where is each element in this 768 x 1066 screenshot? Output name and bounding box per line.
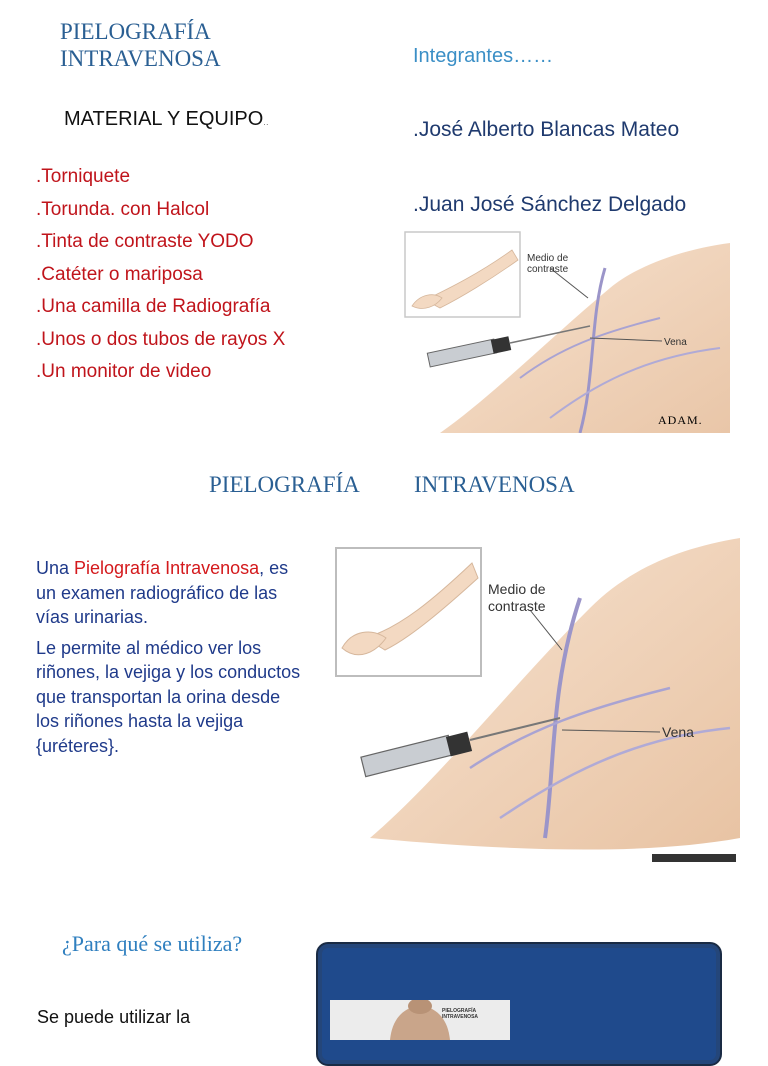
member-2: .Juan José Sánchez Delgado: [413, 193, 687, 216]
material-list: [36, 164, 285, 392]
material-item: .Catéter o mariposa: [36, 263, 203, 285]
slide-title: PIELOGRAFÍA INTRAVENOSA: [442, 1008, 479, 1020]
material-heading-suffix: ..: [263, 120, 270, 127]
page1-title: [60, 18, 320, 72]
members-heading: Integrantes……: [413, 45, 554, 67]
xray-thumbnail-image: [330, 1000, 510, 1040]
contrast-label-line2: contraste: [488, 598, 546, 614]
adam-logo-cropped: [652, 854, 736, 862]
material-item: .Una camilla de Radiografía: [36, 296, 271, 317]
vein-label: Vena: [662, 724, 694, 740]
desc-p1-highlight: Pielografía Intravenosa: [74, 558, 260, 578]
slide-thumbnail: [330, 1000, 510, 1040]
material-item: .Unos o dos tubos de rayos X: [36, 328, 286, 350]
contrast-label-line1: Medio de: [527, 253, 569, 264]
material-heading-text: MATERIAL Y EQUIPO: [64, 108, 264, 130]
contrast-label-line1: Medio de: [488, 581, 546, 597]
material-item: .Un monitor de video: [36, 361, 212, 382]
page3-question: ¿Para qué se utiliza?: [62, 931, 243, 956]
material-item: .Torniquete: [36, 166, 131, 187]
member-1: .José Alberto Blancas Mateo: [413, 118, 680, 141]
page2-title-word2: INTRAVENOSA: [414, 472, 575, 497]
contrast-label-line2: contraste: [527, 264, 569, 275]
desc-paragraph-1: [36, 556, 306, 630]
page3-text: Se puede utilizar la: [37, 1007, 191, 1027]
page1-title-line2: INTRAVENOSA: [60, 46, 221, 71]
contrast-injection-illustration: [400, 228, 730, 433]
vein-label: Vena: [664, 337, 687, 348]
desc-paragraph-2: Le permite al médico ver los riñones, la vejiga y los conductos que transportan la orina desde los riñones hasta la vejiga {uréteres}.: [36, 637, 301, 756]
adam-logo: ADAM.: [658, 413, 703, 427]
page1-title-line1: PIELOGRAFÍA: [60, 19, 211, 44]
material-heading: [64, 108, 269, 131]
contrast-injection-illustration-large: [330, 538, 740, 868]
inset-box: [336, 548, 481, 676]
desc-p1-before: Una: [36, 558, 75, 578]
material-item: .Tinta de contraste YODO: [36, 231, 254, 252]
material-item: .Torunda. con Halcol: [36, 198, 210, 220]
contrast-leader-line: [530, 610, 562, 650]
page2-description: [36, 556, 306, 764]
desc-p1-after: , es un examen radiográfico de las vías urinarias.: [36, 558, 289, 627]
page2-title-word1: PIELOGRAFÍA: [209, 472, 360, 497]
